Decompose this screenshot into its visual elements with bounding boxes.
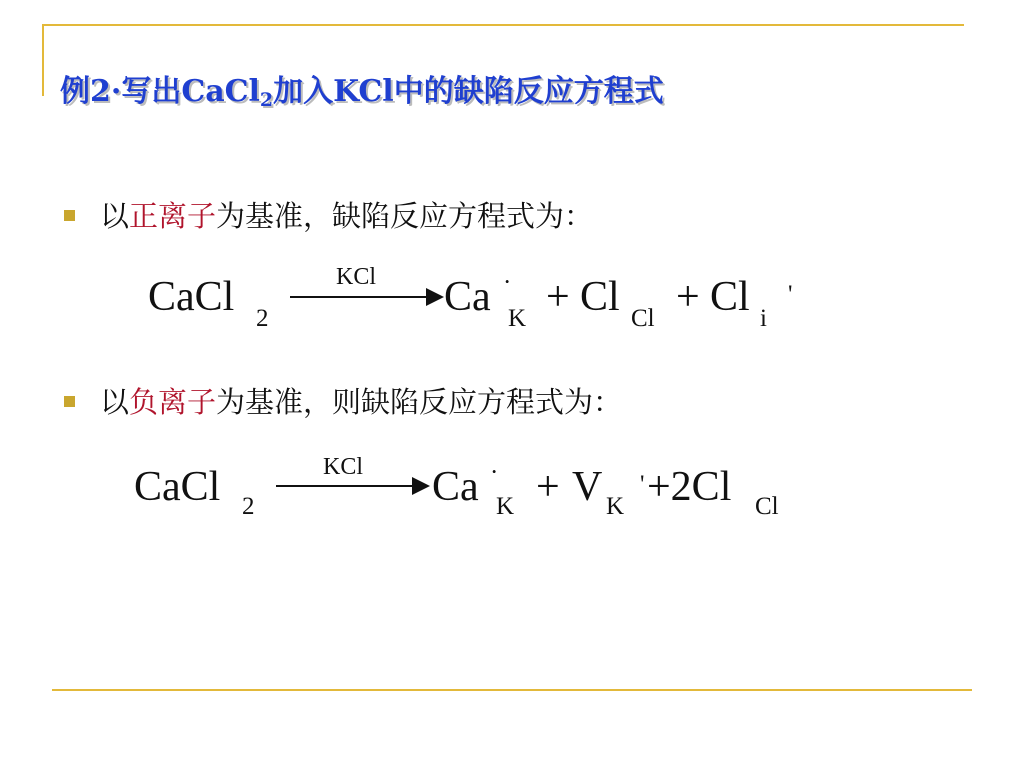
eq1-term1-sup: · [503, 269, 512, 296]
eq2-arrow-shaft [276, 485, 416, 487]
eq2-lhs: CaCl [134, 464, 221, 510]
eq1-term3-sup: ' [788, 281, 793, 308]
eq1-term1-sub: K [508, 305, 527, 332]
eq2-term2-sub: K [606, 493, 625, 520]
eq2-arrow-label: KCl [323, 454, 364, 480]
eq2-term2: V [572, 464, 603, 510]
title-post: 加入KCl中的缺陷反应方程式 [273, 74, 664, 109]
eq2-term1: Ca [432, 464, 479, 510]
eq2-term3-sub: Cl [755, 493, 779, 520]
eq1-lhs: CaCl [148, 274, 235, 320]
eq1-op2: + [676, 274, 700, 320]
eq1-op1: + [546, 274, 570, 320]
bullet-prefix: 以 [100, 199, 130, 233]
title-pre: 例2·写出CaCl [60, 74, 260, 109]
eq2-lhs-sub: 2 [242, 493, 255, 520]
eq1-term2-sub: Cl [631, 305, 655, 332]
bullet-highlight: 负离子 [129, 385, 217, 419]
bullet-prefix: 以 [100, 385, 130, 419]
eq1-term2: Cl [580, 274, 620, 320]
bullet-suffix: 为基准，则缺陷反应方程式为： [216, 385, 623, 419]
eq2-term3: +2Cl [647, 464, 732, 510]
title-sub: 2 [259, 89, 274, 111]
eq1-arrow-label: KCl [336, 264, 377, 290]
eq2-term1-sup: · [490, 459, 499, 486]
eq1-term3-sub: i [760, 305, 767, 332]
eq2-arrow-head-icon [412, 477, 430, 495]
eq1-term3: Cl [710, 274, 750, 320]
bullet-suffix: 为基准，缺陷反应方程式为： [216, 199, 594, 233]
eq1-lhs-sub: 2 [256, 305, 269, 332]
bullet-highlight: 正离子 [129, 199, 217, 233]
eq2-op1: + [536, 464, 560, 510]
eq1-term1: Ca [444, 274, 491, 320]
eq2-term2-sup: ' [640, 471, 645, 498]
eq2-term1-sub: K [496, 493, 515, 520]
